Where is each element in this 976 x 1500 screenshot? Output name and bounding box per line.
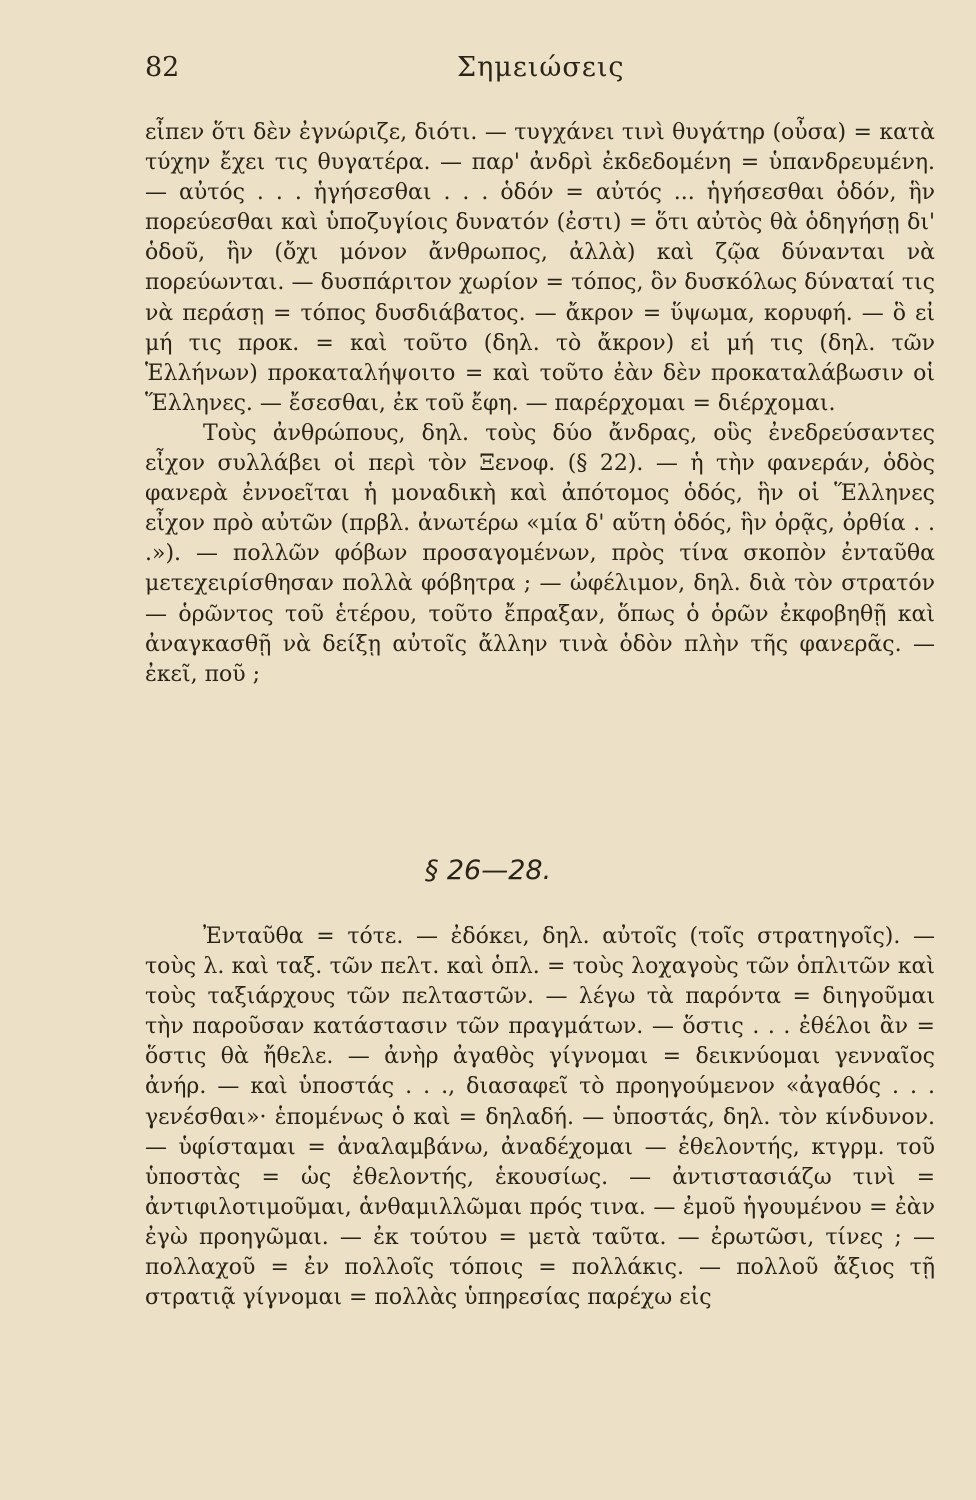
- paragraph-notes-1: εἶπεν ὅτι δὲν ἐγνώριζε, διότι. — τυγχάνει τινὶ θυγάτηρ (οὖσα) = κατὰ τύχην ἔχει τις θυγατέρα. — παρ' ἀνδρὶ ἐκδεδομένη = ὑπανδρευμένη. — αὐτός . . . ἡγήσεσθαι . . . ὁδόν = αὐτός ... ἡγήσεσθαι ὁδόν, ἣν πορεύεσθαι καὶ ὑποζυγίοις δυνατόν (ἐστι) = ὅτι αὐτὸς θὰ ὁδηγήσῃ δι' ὁδοῦ, ἣν (ὄχι μόνον ἄνθρωπος, ἀλλὰ) καὶ ζῷα δύνανται νὰ πορεύωνται. — δυσπάριτον χωρίον = τόπος, ὃν δυσκόλως δύναταί τις νὰ περάσῃ = τόπος δυσδιάβατος. — ἄκρον = ὕψωμα, κορυφή. — ὃ εἰ μή τις προκ. = καὶ τοῦτο (δηλ. τὸ ἄκρον) εἰ μή τις (δηλ. τῶν Ἑλλήνων) προκαταλήψοιτο = καὶ τοῦτο ἐὰν δὲν προκαταλάβωσιν οἱ Ἕλληνες. — ἔσεσθαι, ἐκ τοῦ ἔφη. — παρέρχομαι = διέρχομαι.: [145, 120, 935, 416]
- notes-text-upper: [145, 118, 935, 690]
- page-header: [145, 52, 935, 92]
- page-number: 82: [145, 52, 180, 83]
- notes-text-lower: [145, 922, 935, 1313]
- paragraph-notes-3: Ἐνταῦθα = τότε. — ἐδόκει, δηλ. αὐτοῖς (τοῖς στρατηγοῖς). — τοὺς λ. καὶ ταξ. τῶν πελτ. καὶ ὁπλ. = τοὺς λοχαγοὺς τῶν ὁπλιτῶν καὶ τοὺς ταξιάρχους τῶν πελταστῶν. — λέγω τὰ παρόντα = διηγοῦμαι τὴν παροῦσαν κατάστασιν τῶν πραγμάτων. — ὅστις . . . ἐθέλοι ἂν = ὅστις θὰ ἤθελε. — ἀνὴρ ἀγαθὸς γίγνομαι = δεικνύομαι γενναῖος ἀνήρ. — καὶ ὑποστάς . . ., διασαφεῖ τὸ προηγούμενον «ἀγαθός . . . γενέσθαι»· ἑπομένως ὁ καὶ = δηλαδή. — ὑποστάς, δηλ. τὸν κίνδυνον. — ὑφίσταμαι = ἀναλαμβάνω, ἀναδέχομαι — ἐθελοντής, κτγρμ. τοῦ ὑποστὰς = ὡς ἐθελοντής, ἑκουσίως. — ἀντιστασιάζω τινὶ = ἀντιφιλοτιμοῦμαι, ἁνθαμιλλῶμαι πρός τινα. — ἐμοῦ ἡγουμένου = ἐὰν ἐγὼ προηγῶμαι. — ἐκ τούτου = μετὰ ταῦτα. — ἐρωτῶσι, τίνες ; — πολλαχοῦ = ἐν πολλοῖς τόποις = πολλάκις. — πολλοῦ ἄξιος τῇ στρατιᾷ γίγνομαι = πολλὰς ὑπηρεσίας παρέχω εἰς: [145, 924, 935, 1311]
- running-head: Σημειώσεις: [457, 52, 625, 83]
- paragraph-notes-2: Τοὺς ἀνθρώπους, δηλ. τοὺς δύο ἄνδρας, οὓς ἐνεδρεύσαντες εἶχον συλλάβει οἱ περὶ τὸν Ξενοφ. (§ 22). — ἡ τὴν φανεράν, ὁδὸς φανερὰ ἐννοεῖται ἡ μοναδικὴ καὶ ἀπότομος ὁδός, ἣν οἱ Ἕλληνες εἶχον πρὸ αὐτῶν (πρβλ. ἀνωτέρω «μία δ' αὕτη ὁδός, ἣν ὁρᾷς, ὀρθία . . .»). — πολλῶν φόβων προσαγομένων, πρὸς τίνα σκοπὸν ἐνταῦθα μετεχειρίσθησαν πολλὰ φόβητρα ; — ὠφέλιμον, δηλ. διὰ τὸν στρατόν — ὁρῶντος τοῦ ἑτέρου, τοῦτο ἔπραξαν, ὅπως ὁ ὁρῶν ἐκφοβηθῇ καὶ ἀναγκασθῇ νὰ δείξῃ αὐτοῖς ἄλλην τινὰ ὁδὸν πλὴν τῆς φανερᾶς. — ἐκεῖ, ποῦ ;: [145, 420, 935, 687]
- section-heading: § 26—28.: [424, 855, 552, 886]
